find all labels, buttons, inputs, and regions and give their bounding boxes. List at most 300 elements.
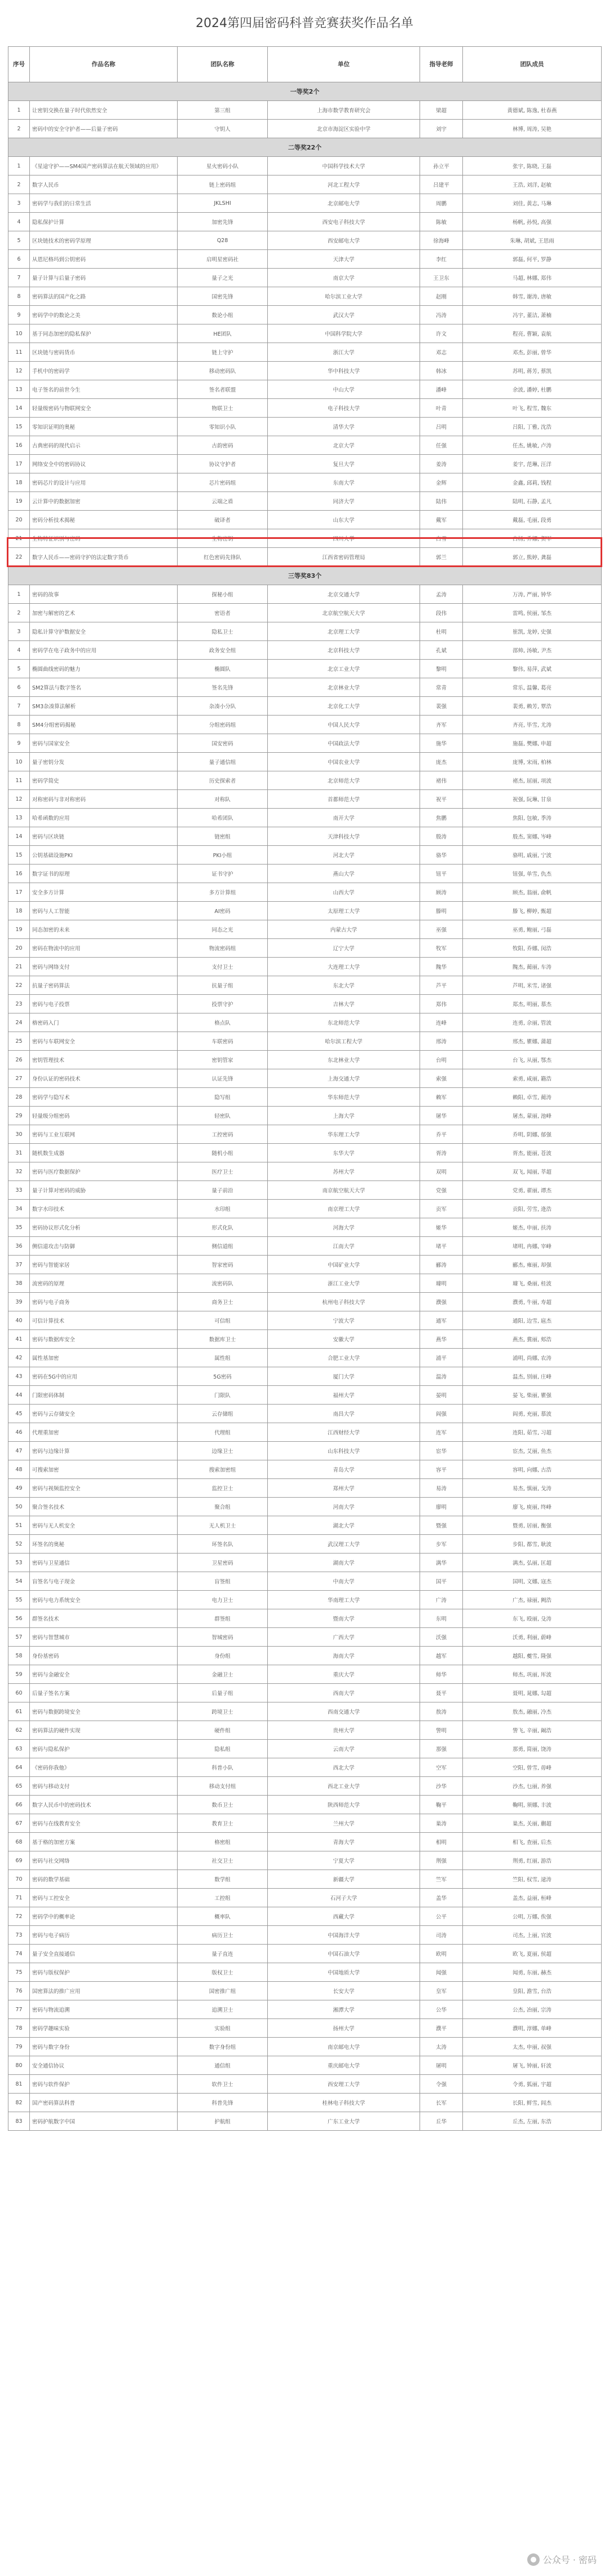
cell-work: 基于同态加密的隐私保护: [30, 324, 178, 343]
cell-advisor: 燕华: [420, 1330, 463, 1349]
table-row: [8, 641, 602, 660]
cell-unit: 兰州大学: [268, 1814, 420, 1833]
cell-members: 令勇, 狐丽, 宇超: [463, 2075, 602, 2094]
cell-work: 云计算中的数据加密: [30, 492, 178, 511]
cell-work: 安全通信协议: [30, 2056, 178, 2075]
cell-unit: 中国矿业大学: [268, 1256, 420, 1274]
cell-members: 濮明, 淳娜, 单峰: [463, 2019, 602, 2038]
cell-advisor: 冯涛: [420, 306, 463, 324]
table-row: [8, 1479, 602, 1498]
cell-advisor: 公华: [420, 2000, 463, 2019]
cell-advisor: 晏明: [420, 1386, 463, 1405]
cell-work: 密码分析技术揭秘: [30, 511, 178, 529]
cell-index: 71: [8, 1889, 30, 1907]
cell-advisor: 郦涛: [420, 1256, 463, 1274]
cell-members: 满杰, 弘丽, 匡超: [463, 1554, 602, 1572]
cell-advisor: 郑伟: [420, 995, 463, 1013]
cell-advisor: 殷涛: [420, 827, 463, 846]
cell-work: 可信计算技术: [30, 1311, 178, 1330]
cell-team: 同态之光: [178, 920, 268, 939]
cell-unit: 华中科技大学: [268, 362, 420, 380]
cell-team: 密语者: [178, 604, 268, 622]
cell-team: 历史探索者: [178, 771, 268, 790]
cell-index: 80: [8, 2056, 30, 2075]
cell-members: 朱琳, 胡斌, 王思雨: [463, 231, 602, 250]
cell-team: 多方计算组: [178, 883, 268, 902]
cell-index: 3: [8, 622, 30, 641]
cell-index: 21: [8, 958, 30, 976]
cell-members: 易杰, 慎丽, 戈涛: [463, 1479, 602, 1498]
cell-members: 聂明, 晁娜, 勾超: [463, 1684, 602, 1702]
cell-members: 沙杰, 乜丽, 养强: [463, 1777, 602, 1796]
cell-team: 数币卫士: [178, 1796, 268, 1814]
cell-work: 密码学与我们的日常生活: [30, 194, 178, 213]
cell-unit: 重庆大学: [268, 1665, 420, 1684]
watermark-text: 公众号 · 密码: [542, 2555, 597, 2565]
table-row: [8, 1181, 602, 1200]
cell-advisor: 钮平: [420, 864, 463, 883]
cell-members: 连勇, 佘丽, 管波: [463, 1013, 602, 1032]
cell-unit: 华南理工大学: [268, 1591, 420, 1609]
cell-unit: 首都师范大学: [268, 790, 420, 809]
cell-members: 容明, 向娜, 古浩: [463, 1460, 602, 1479]
table-row: [8, 324, 602, 343]
cell-team: 投票守护: [178, 995, 268, 1013]
cell-unit: 青岛大学: [268, 1460, 420, 1479]
table-row: [8, 1162, 602, 1181]
cell-advisor: 许文: [420, 324, 463, 343]
cell-unit: 同济大学: [268, 492, 420, 511]
cell-advisor: 浦平: [420, 1349, 463, 1367]
cell-unit: 辽宁大学: [268, 939, 420, 958]
cell-unit: 宁波大学: [268, 1311, 420, 1330]
cell-unit: 山西大学: [268, 883, 420, 902]
cell-index: 83: [8, 2112, 30, 2131]
cell-index: 42: [8, 1349, 30, 1367]
cell-index: 15: [8, 418, 30, 436]
cell-unit: 贵州大学: [268, 1721, 420, 1740]
cell-members: 屠杰, 蒙丽, 池峰: [463, 1107, 602, 1125]
table-row: [8, 1107, 602, 1125]
table-row: [8, 1609, 602, 1628]
cell-index: 32: [8, 1162, 30, 1181]
cell-advisor: 司涛: [420, 1926, 463, 1945]
cell-team: 杂凑小分队: [178, 697, 268, 716]
cell-work: 同态加密的未来: [30, 920, 178, 939]
cell-members: 王浩, 刘洋, 赵敏: [463, 175, 602, 194]
cell-members: 訾飞, 辛丽, 阚浩: [463, 1721, 602, 1740]
cell-unit: 北京科技大学: [268, 641, 420, 660]
cell-team: 支付卫士: [178, 958, 268, 976]
section-label: 二等奖22个: [8, 138, 602, 157]
cell-unit: 北京林业大学: [268, 678, 420, 697]
cell-work: 零知识证明的奥秘: [30, 418, 178, 436]
cell-team: 实验组: [178, 2019, 268, 2038]
cell-team: 零知识小队: [178, 418, 268, 436]
cell-work: 密码与智慧城市: [30, 1628, 178, 1647]
table-row: [8, 306, 602, 324]
cell-advisor: 广涛: [420, 1591, 463, 1609]
cell-unit: 北京市海淀区实验中学: [268, 120, 420, 138]
cell-team: 轻密队: [178, 1107, 268, 1125]
cell-team: 通信组: [178, 2056, 268, 2075]
cell-advisor: 易涛: [420, 1479, 463, 1498]
table-row: [8, 1051, 602, 1069]
cell-team: 国密推广组: [178, 1982, 268, 2000]
cell-unit: 江西财经大学: [268, 1423, 420, 1442]
cell-index: 16: [8, 436, 30, 455]
cell-team: 版权卫士: [178, 1963, 268, 1982]
cell-work: 密码与网络支付: [30, 958, 178, 976]
cell-unit: 北京航空航天大学: [268, 604, 420, 622]
cell-index: 21: [8, 529, 30, 548]
cell-work: 量子安全直接通信: [30, 1945, 178, 1963]
cell-index: 2: [8, 120, 30, 138]
cell-index: 40: [8, 1311, 30, 1330]
cell-unit: 中国政法大学: [268, 734, 420, 753]
cell-unit: 四川大学: [268, 529, 420, 548]
cell-team: 数据库卫士: [178, 1330, 268, 1349]
table-row: [8, 864, 602, 883]
cell-unit: 哈尔滨工程大学: [268, 1032, 420, 1051]
cell-members: 姜宇, 范琳, 汪洋: [463, 455, 602, 473]
cell-members: 燕杰, 冀丽, 郏浩: [463, 1330, 602, 1349]
cell-members: 韩雪, 谢涛, 唐敏: [463, 287, 602, 306]
cell-team: 格密组: [178, 1833, 268, 1851]
cell-members: 褚杰, 屈丽, 项波: [463, 771, 602, 790]
cell-team: 证书守护: [178, 864, 268, 883]
cell-members: 芦明, 米雪, 诸强: [463, 976, 602, 995]
cell-work: 密码与电力系统安全: [30, 1591, 178, 1609]
cell-advisor: 堵平: [420, 1237, 463, 1256]
cell-work: 密码与物流追溯: [30, 2000, 178, 2019]
table-row: [8, 753, 602, 771]
table-row: [8, 1926, 602, 1945]
cell-work: 身份认证的密码技术: [30, 1069, 178, 1088]
table-row: [8, 1125, 602, 1144]
cell-members: 那勇, 简丽, 饶涛: [463, 1740, 602, 1758]
cell-unit: 电子科技大学: [268, 399, 420, 418]
cell-work: 量子密钥分发: [30, 753, 178, 771]
cell-unit: 北京邮电大学: [268, 194, 420, 213]
table-row: [8, 1032, 602, 1051]
section-header-row: [8, 82, 602, 101]
cell-members: 程亮, 曹颖, 袁航: [463, 324, 602, 343]
cell-index: 13: [8, 809, 30, 827]
cell-advisor: 步军: [420, 1535, 463, 1554]
cell-team: 代理组: [178, 1423, 268, 1442]
cell-unit: 西安电子科技大学: [268, 213, 420, 231]
cell-members: 刘佳, 黄志, 马琳: [463, 194, 602, 213]
cell-team: 追溯卫士: [178, 2000, 268, 2019]
cell-team: 签名先锋: [178, 678, 268, 697]
cell-index: 22: [8, 548, 30, 567]
cell-unit: 云南大学: [268, 1740, 420, 1758]
table-row: [8, 1833, 602, 1851]
cell-team: 智家密码: [178, 1256, 268, 1274]
cell-unit: 武汉理工大学: [268, 1535, 420, 1554]
table-row: [8, 1405, 602, 1423]
cell-members: 贡阳, 劳雪, 逄浩: [463, 1200, 602, 1218]
cell-work: 密码与边缘计算: [30, 1442, 178, 1460]
cell-work: 隐私计算守护数据安全: [30, 622, 178, 641]
cell-members: 陆明, 石静, 孟凡: [463, 492, 602, 511]
cell-index: 63: [8, 1740, 30, 1758]
cell-team: 商务卫士: [178, 1293, 268, 1311]
col-header-unit: 单位: [268, 47, 420, 82]
cell-index: 64: [8, 1758, 30, 1777]
cell-work: 生物特征识别与密码: [30, 529, 178, 548]
cell-work: 安全多方计算: [30, 883, 178, 902]
cell-team: 量子直连: [178, 1945, 268, 1963]
cell-unit: 内蒙古大学: [268, 920, 420, 939]
cell-team: 监控卫士: [178, 1479, 268, 1498]
cell-advisor: 邓志: [420, 343, 463, 362]
table-row: [8, 1945, 602, 1963]
cell-index: 77: [8, 2000, 30, 2019]
col-header-members: 团队成员: [463, 47, 602, 82]
cell-index: 60: [8, 1684, 30, 1702]
cell-advisor: 贡军: [420, 1200, 463, 1218]
cell-work: 密码与人工智能: [30, 902, 178, 920]
cell-unit: 山东科技大学: [268, 1442, 420, 1460]
cell-unit: 河南大学: [268, 1498, 420, 1516]
cell-index: 49: [8, 1479, 30, 1498]
cell-members: 苏明, 蒋芳, 蔡凯: [463, 362, 602, 380]
table-row: [8, 1516, 602, 1535]
cell-index: 19: [8, 920, 30, 939]
cell-work: 属性基加密: [30, 1349, 178, 1367]
cell-work: 身份基密码: [30, 1647, 178, 1665]
cell-index: 79: [8, 2038, 30, 2056]
table-row: [8, 2038, 602, 2056]
cell-index: 65: [8, 1777, 30, 1796]
cell-members: 越阳, 夔雪, 隆强: [463, 1647, 602, 1665]
cell-members: 齐亮, 毕雪, 尤涛: [463, 716, 602, 734]
cell-index: 36: [8, 1237, 30, 1256]
cell-team: 物流密码组: [178, 939, 268, 958]
table-row: [8, 697, 602, 716]
cell-team: 云端之盾: [178, 492, 268, 511]
cell-unit: 河海大学: [268, 1218, 420, 1237]
table-row: [8, 250, 602, 269]
cell-advisor: 潘峰: [420, 380, 463, 399]
cell-members: 崔凯, 龙婷, 史强: [463, 622, 602, 641]
cell-work: 流密码的原理: [30, 1274, 178, 1293]
cell-advisor: 徐海峰: [420, 231, 463, 250]
cell-work: 《星途守护——SM4国产密码算法在航天领域的应用》: [30, 157, 178, 175]
cell-advisor: 黎明: [420, 660, 463, 678]
cell-index: 27: [8, 1069, 30, 1088]
cell-index: 18: [8, 473, 30, 492]
cell-index: 74: [8, 1945, 30, 1963]
cell-members: 黎伟, 易萍, 武斌: [463, 660, 602, 678]
cell-members: 索勇, 咸丽, 籍浩: [463, 1069, 602, 1088]
cell-team: 工控密码: [178, 1125, 268, 1144]
cell-unit: 南昌大学: [268, 1405, 420, 1423]
cell-members: 公杰, 冶丽, 宗涛: [463, 2000, 602, 2019]
cell-work: 网络安全中的密码协议: [30, 455, 178, 473]
cell-unit: 河北大学: [268, 846, 420, 864]
cell-index: 9: [8, 306, 30, 324]
table-row: [8, 1367, 602, 1386]
cell-index: 9: [8, 734, 30, 753]
cell-team: 隐私卫士: [178, 622, 268, 641]
table-row: [8, 2094, 602, 2112]
cell-advisor: 满华: [420, 1554, 463, 1572]
cell-index: 6: [8, 250, 30, 269]
cell-index: 46: [8, 1423, 30, 1442]
table-row: [8, 1982, 602, 2000]
cell-team: 智城密码: [178, 1628, 268, 1647]
cell-work: 可搜索加密: [30, 1460, 178, 1479]
cell-advisor: 宦华: [420, 1442, 463, 1460]
cell-advisor: 胥涛: [420, 1144, 463, 1162]
cell-index: 2: [8, 604, 30, 622]
section-label: 一等奖2个: [8, 82, 602, 101]
table-row: [8, 660, 602, 678]
cell-team: 国安密码: [178, 734, 268, 753]
table-row: [8, 194, 602, 213]
table-row: [8, 1311, 602, 1330]
table-row: [8, 1814, 602, 1833]
cell-work: 密码与工业互联网: [30, 1125, 178, 1144]
cell-advisor: 通军: [420, 1311, 463, 1330]
table-row: [8, 1069, 602, 1088]
cell-advisor: 滕明: [420, 902, 463, 920]
cell-members: 宦杰, 艾丽, 鱼杰: [463, 1442, 602, 1460]
cell-work: 密码与卫星通信: [30, 1554, 178, 1572]
cell-advisor: 顾涛: [420, 883, 463, 902]
cell-team: 云存储组: [178, 1405, 268, 1423]
cell-index: 13: [8, 380, 30, 399]
cell-advisor: 梁超: [420, 101, 463, 120]
cell-unit: 陕西师范大学: [268, 1796, 420, 1814]
cell-work: 加密与解密的艺术: [30, 604, 178, 622]
cell-index: 14: [8, 399, 30, 418]
table-row: [8, 622, 602, 641]
cell-index: 20: [8, 939, 30, 958]
cell-unit: 中国科学技术大学: [268, 157, 420, 175]
table-row: [8, 846, 602, 864]
cell-work: 门限密码体制: [30, 1386, 178, 1405]
document-title: 2024第四届密码科普竞赛获奖作品名单: [196, 16, 413, 30]
cell-members: 太杰, 申丽, 叔强: [463, 2038, 602, 2056]
cell-work: 密码与电子商务: [30, 1293, 178, 1311]
cell-members: 敖杰, 融丽, 冷杰: [463, 1702, 602, 1721]
table-row: [8, 1423, 602, 1442]
cell-advisor: 邢涛: [420, 1032, 463, 1051]
cell-team: 政务安全组: [178, 641, 268, 660]
cell-advisor: 温涛: [420, 1367, 463, 1386]
cell-team: 数学组: [178, 1870, 268, 1889]
cell-members: 广杰, 禄丽, 阙浩: [463, 1591, 602, 1609]
cell-team: 椭圆队: [178, 660, 268, 678]
table-row: [8, 1274, 602, 1293]
cell-unit: 西安理工大学: [268, 2075, 420, 2094]
table-row: [8, 995, 602, 1013]
cell-index: 75: [8, 1963, 30, 1982]
cell-work: 密码与云存储安全: [30, 1405, 178, 1423]
cell-team: 跨境卫士: [178, 1702, 268, 1721]
cell-members: 温杰, 别丽, 庄峰: [463, 1367, 602, 1386]
table-row: [8, 1349, 602, 1367]
cell-index: 33: [8, 1181, 30, 1200]
cell-members: 邵帅, 汤敏, 尹杰: [463, 641, 602, 660]
cell-advisor: 赖军: [420, 1088, 463, 1107]
cell-members: 邢杰, 瞿娜, 蒲超: [463, 1032, 602, 1051]
cell-work: 密码与视频监控安全: [30, 1479, 178, 1498]
cell-team: 协议守护者: [178, 455, 268, 473]
table-row: [8, 213, 602, 231]
cell-unit: 合肥工业大学: [268, 1349, 420, 1367]
cell-unit: 湘潭大学: [268, 2000, 420, 2019]
cell-index: 81: [8, 2075, 30, 2094]
cell-advisor: 金辉: [420, 473, 463, 492]
cell-work: 密码学与隐写术: [30, 1088, 178, 1107]
cell-team: 守钥人: [178, 120, 268, 138]
cell-advisor: 牧军: [420, 939, 463, 958]
cell-advisor: 裴强: [420, 697, 463, 716]
cell-members: 丘杰, 左丽, 东浩: [463, 2112, 602, 2131]
cell-members: 万涛, 严丽, 钟华: [463, 585, 602, 604]
table-row: [8, 976, 602, 995]
cell-index: 1: [8, 101, 30, 120]
cell-advisor: 屠华: [420, 1107, 463, 1125]
cell-advisor: 屠明: [420, 2056, 463, 2075]
table-row: [8, 1554, 602, 1572]
cell-advisor: 焦鹏: [420, 809, 463, 827]
cell-team: HE团队: [178, 324, 268, 343]
cell-team: 属性组: [178, 1349, 268, 1367]
cell-team: 群签组: [178, 1609, 268, 1628]
cell-index: 7: [8, 697, 30, 716]
cell-team: 金融卫士: [178, 1665, 268, 1684]
cell-index: 3: [8, 194, 30, 213]
cell-index: 24: [8, 1013, 30, 1032]
table-row: [8, 343, 602, 362]
cell-members: 连阳, 茹雪, 习超: [463, 1423, 602, 1442]
cell-members: 林博, 周涛, 吴艳: [463, 120, 602, 138]
cell-index: 56: [8, 1609, 30, 1628]
cell-index: 72: [8, 1907, 30, 1926]
cell-advisor: 长军: [420, 2094, 463, 2112]
cell-index: 18: [8, 902, 30, 920]
cell-unit: 广东工业大学: [268, 2112, 420, 2131]
table-row: [8, 678, 602, 697]
cell-members: 师杰, 巩丽, 厍波: [463, 1665, 602, 1684]
cell-unit: 河北工程大学: [268, 175, 420, 194]
cell-work: 密钥管理技术: [30, 1051, 178, 1069]
cell-team: 聚合组: [178, 1498, 268, 1516]
cell-index: 53: [8, 1554, 30, 1572]
cell-advisor: 双明: [420, 1162, 463, 1181]
cell-members: 浦明, 尚娜, 农涛: [463, 1349, 602, 1367]
cell-index: 76: [8, 1982, 30, 2000]
cell-advisor: 丘华: [420, 2112, 463, 2131]
cell-index: 73: [8, 1926, 30, 1945]
cell-team: 无人机卫士: [178, 1516, 268, 1535]
cell-advisor: 沙华: [420, 1777, 463, 1796]
cell-index: 55: [8, 1591, 30, 1609]
cell-unit: 北京师范大学: [268, 771, 420, 790]
cell-team: 水印组: [178, 1200, 268, 1218]
cell-work: 量子计算与后量子密码: [30, 269, 178, 287]
table-row: [8, 1386, 602, 1405]
table-row: [8, 418, 602, 436]
cell-index: 43: [8, 1367, 30, 1386]
cell-index: 23: [8, 995, 30, 1013]
